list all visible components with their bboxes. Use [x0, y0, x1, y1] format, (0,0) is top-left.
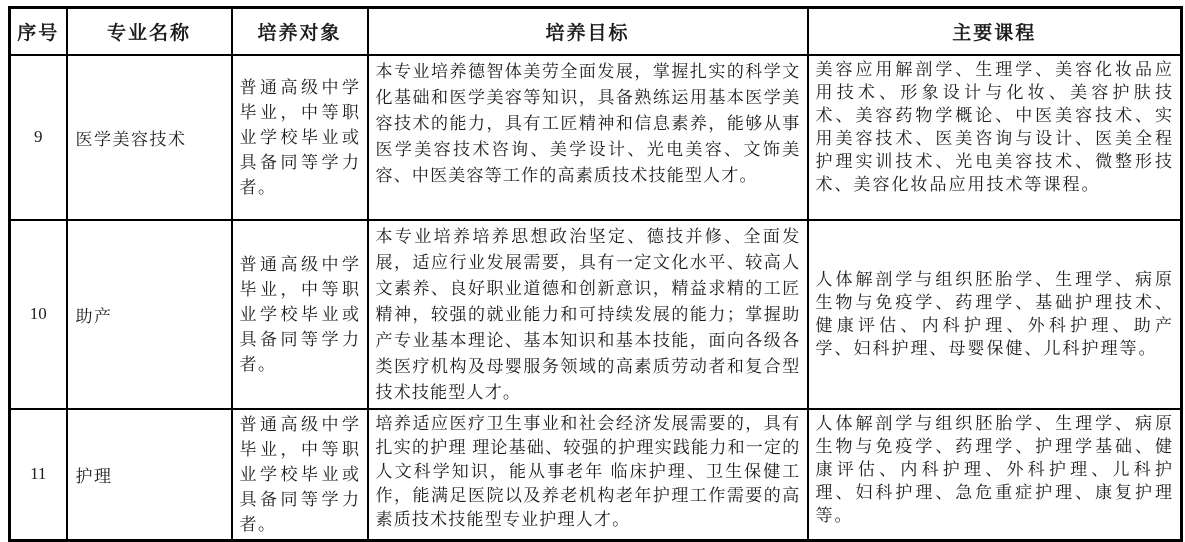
column-header-major: 专业名称: [67, 8, 232, 55]
table-header-row: [10, 8, 1182, 55]
major-name: 医学美容技术: [67, 55, 232, 220]
table-row: [10, 409, 1182, 541]
major-name: 护理: [67, 409, 232, 541]
training-goal: 本专业培养培养思想政治坚定、德技并修、全面发展，适应行业发展需要，具有一定文化水平、较高人文素养、良好职业道德和创新意识，精益求精的工匠精神，较强的就业能力和可持续发展的能力；掌握助产专业基本理论、基本知识和基本技能，面向各级各类医疗机构及母婴服务领域的高素质劳动者和复合型技术技能型人才。: [368, 220, 808, 409]
training-target: 普通高级中学毕业，中等职业学校毕业或具备同等学力者。: [232, 409, 368, 541]
table-row: [10, 220, 1182, 409]
row-number: 11: [10, 409, 67, 541]
programs-table: [8, 6, 1183, 542]
major-name: 助产: [67, 220, 232, 409]
column-header-target: 培养对象: [232, 8, 368, 55]
table-row: [10, 55, 1182, 220]
main-courses: 人体解剖学与组织胚胎学、生理学、病原生物与免疫学、药理学、基础护理技术、健康评估、内科护理、外科护理、助产学、妇科护理、母婴保健、儿科护理等。: [808, 220, 1182, 409]
main-courses: 人体解剖学与组织胚胎学、生理学、病原生物与免疫学、药理学、护理学基础、健康评估、内科护理、外科护理、儿科护理、妇科护理、急危重症护理、康复护理等。: [808, 409, 1182, 541]
training-target: 普通高级中学毕业，中等职业学校毕业或具备同等学力者。: [232, 55, 368, 220]
main-courses: 美容应用解剖学、生理学、美容化妆品应用技术、形象设计与化妆、美容护肤技术、美容药物学概论、中医美容技术、实用美容技术、医美咨询与设计、医美全程护理实训技术、光电美容技术、微整形技术、美容化妆品应用技术等课程。: [808, 55, 1182, 220]
training-goal: 本专业培养德智体美劳全面发展，掌握扎实的科学文化基础和医学美容等知识，具备熟练运用基本医学美容技术的能力，具有工匠精神和信息素养，能够从事医学美容技术咨询、美学设计、光电美容、文饰美容、中医美容等工作的高素质技术技能型人才。: [368, 55, 808, 220]
column-header-goal: 培养目标: [368, 8, 808, 55]
column-header-courses: 主要课程: [808, 8, 1182, 55]
row-number: 9: [10, 55, 67, 220]
training-goal: 培养适应医疗卫生事业和社会经济发展需要的，具有扎实的护理 理论基础、较强的护理实践能力和一定的人文科学知识，能从事老年 临床护理、卫生保健工作，能满足医院以及养老机构老年护理工作需要的高素质技术技能型专业护理人才。: [368, 409, 808, 541]
row-number: 10: [10, 220, 67, 409]
training-target: 普通高级中学毕业，中等职业学校毕业或具备同等学力者。: [232, 220, 368, 409]
column-header-no: 序号: [10, 8, 67, 55]
